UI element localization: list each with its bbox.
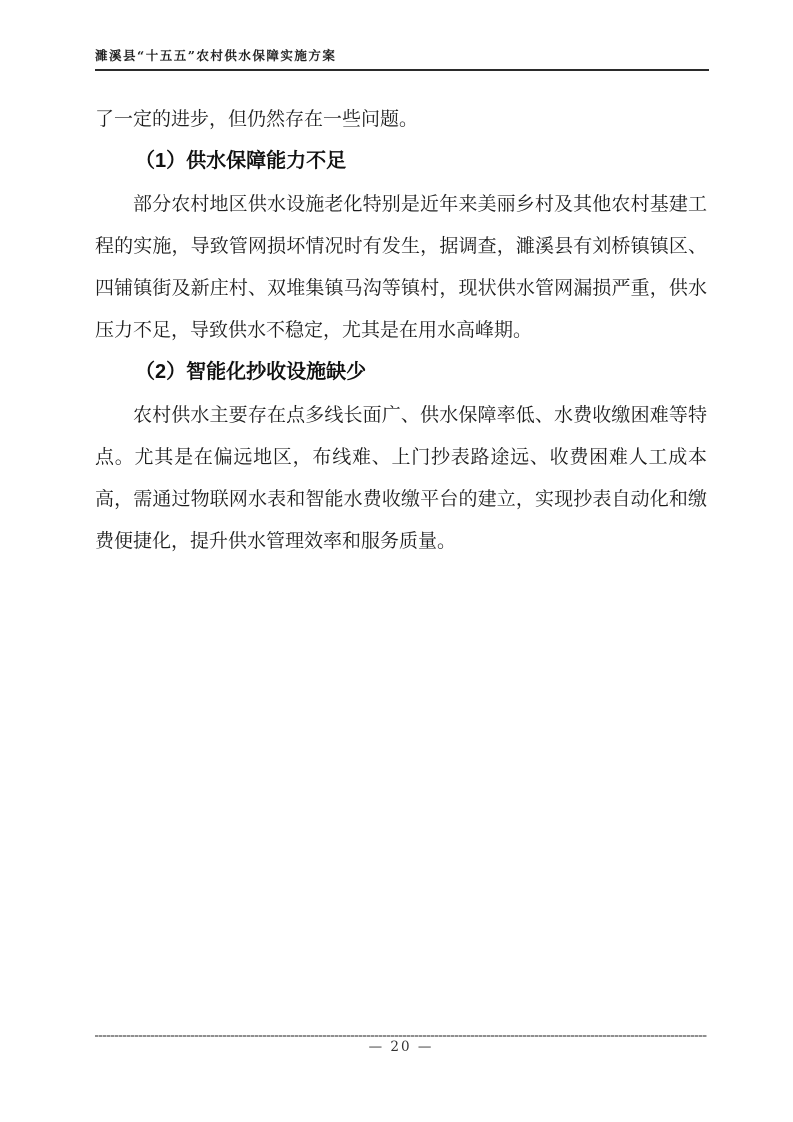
section-1-heading: （1）供水保障能力不足 (135, 150, 347, 172)
body-continuation-paragraph: 了一定的进步，但仍然存在一些问题。 (95, 108, 419, 130)
header-rule (95, 69, 709, 71)
document-body (95, 98, 707, 562)
header-title: 濉溪县“十五五”农村供水保障实施方案 (95, 48, 337, 63)
document-header (95, 46, 709, 71)
section-1-paragraph: 部分农村地区供水设施老化特别是近年来美丽乡村及其他农村基建工程的实施，导致管网损坏情况时有发生，据调查，濉溪县有刘桥镇镇区、四铺镇街及新庄村、双堆集镇马沟等镇村，现状供水管网漏损严重，供水压力不足，导致供水不稳定，尤其是在用水高峰期。 (95, 193, 707, 341)
page-number: — 20 — (368, 1039, 434, 1055)
document-footer (95, 1035, 707, 1055)
footer-rule (95, 1035, 707, 1037)
section-2-paragraph: 农村供水主要存在点多线长面广、供水保障率低、水费收缴困难等特点。尤其是在偏远地区，布线难、上门抄表路途远、收费困难人工成本高，需通过物联网水表和智能水费收缴平台的建立，实现抄表自动化和缴费便捷化，提升供水管理效率和服务质量。 (95, 404, 707, 552)
section-2-heading: （2）智能化抄收设施缺少 (135, 361, 367, 383)
